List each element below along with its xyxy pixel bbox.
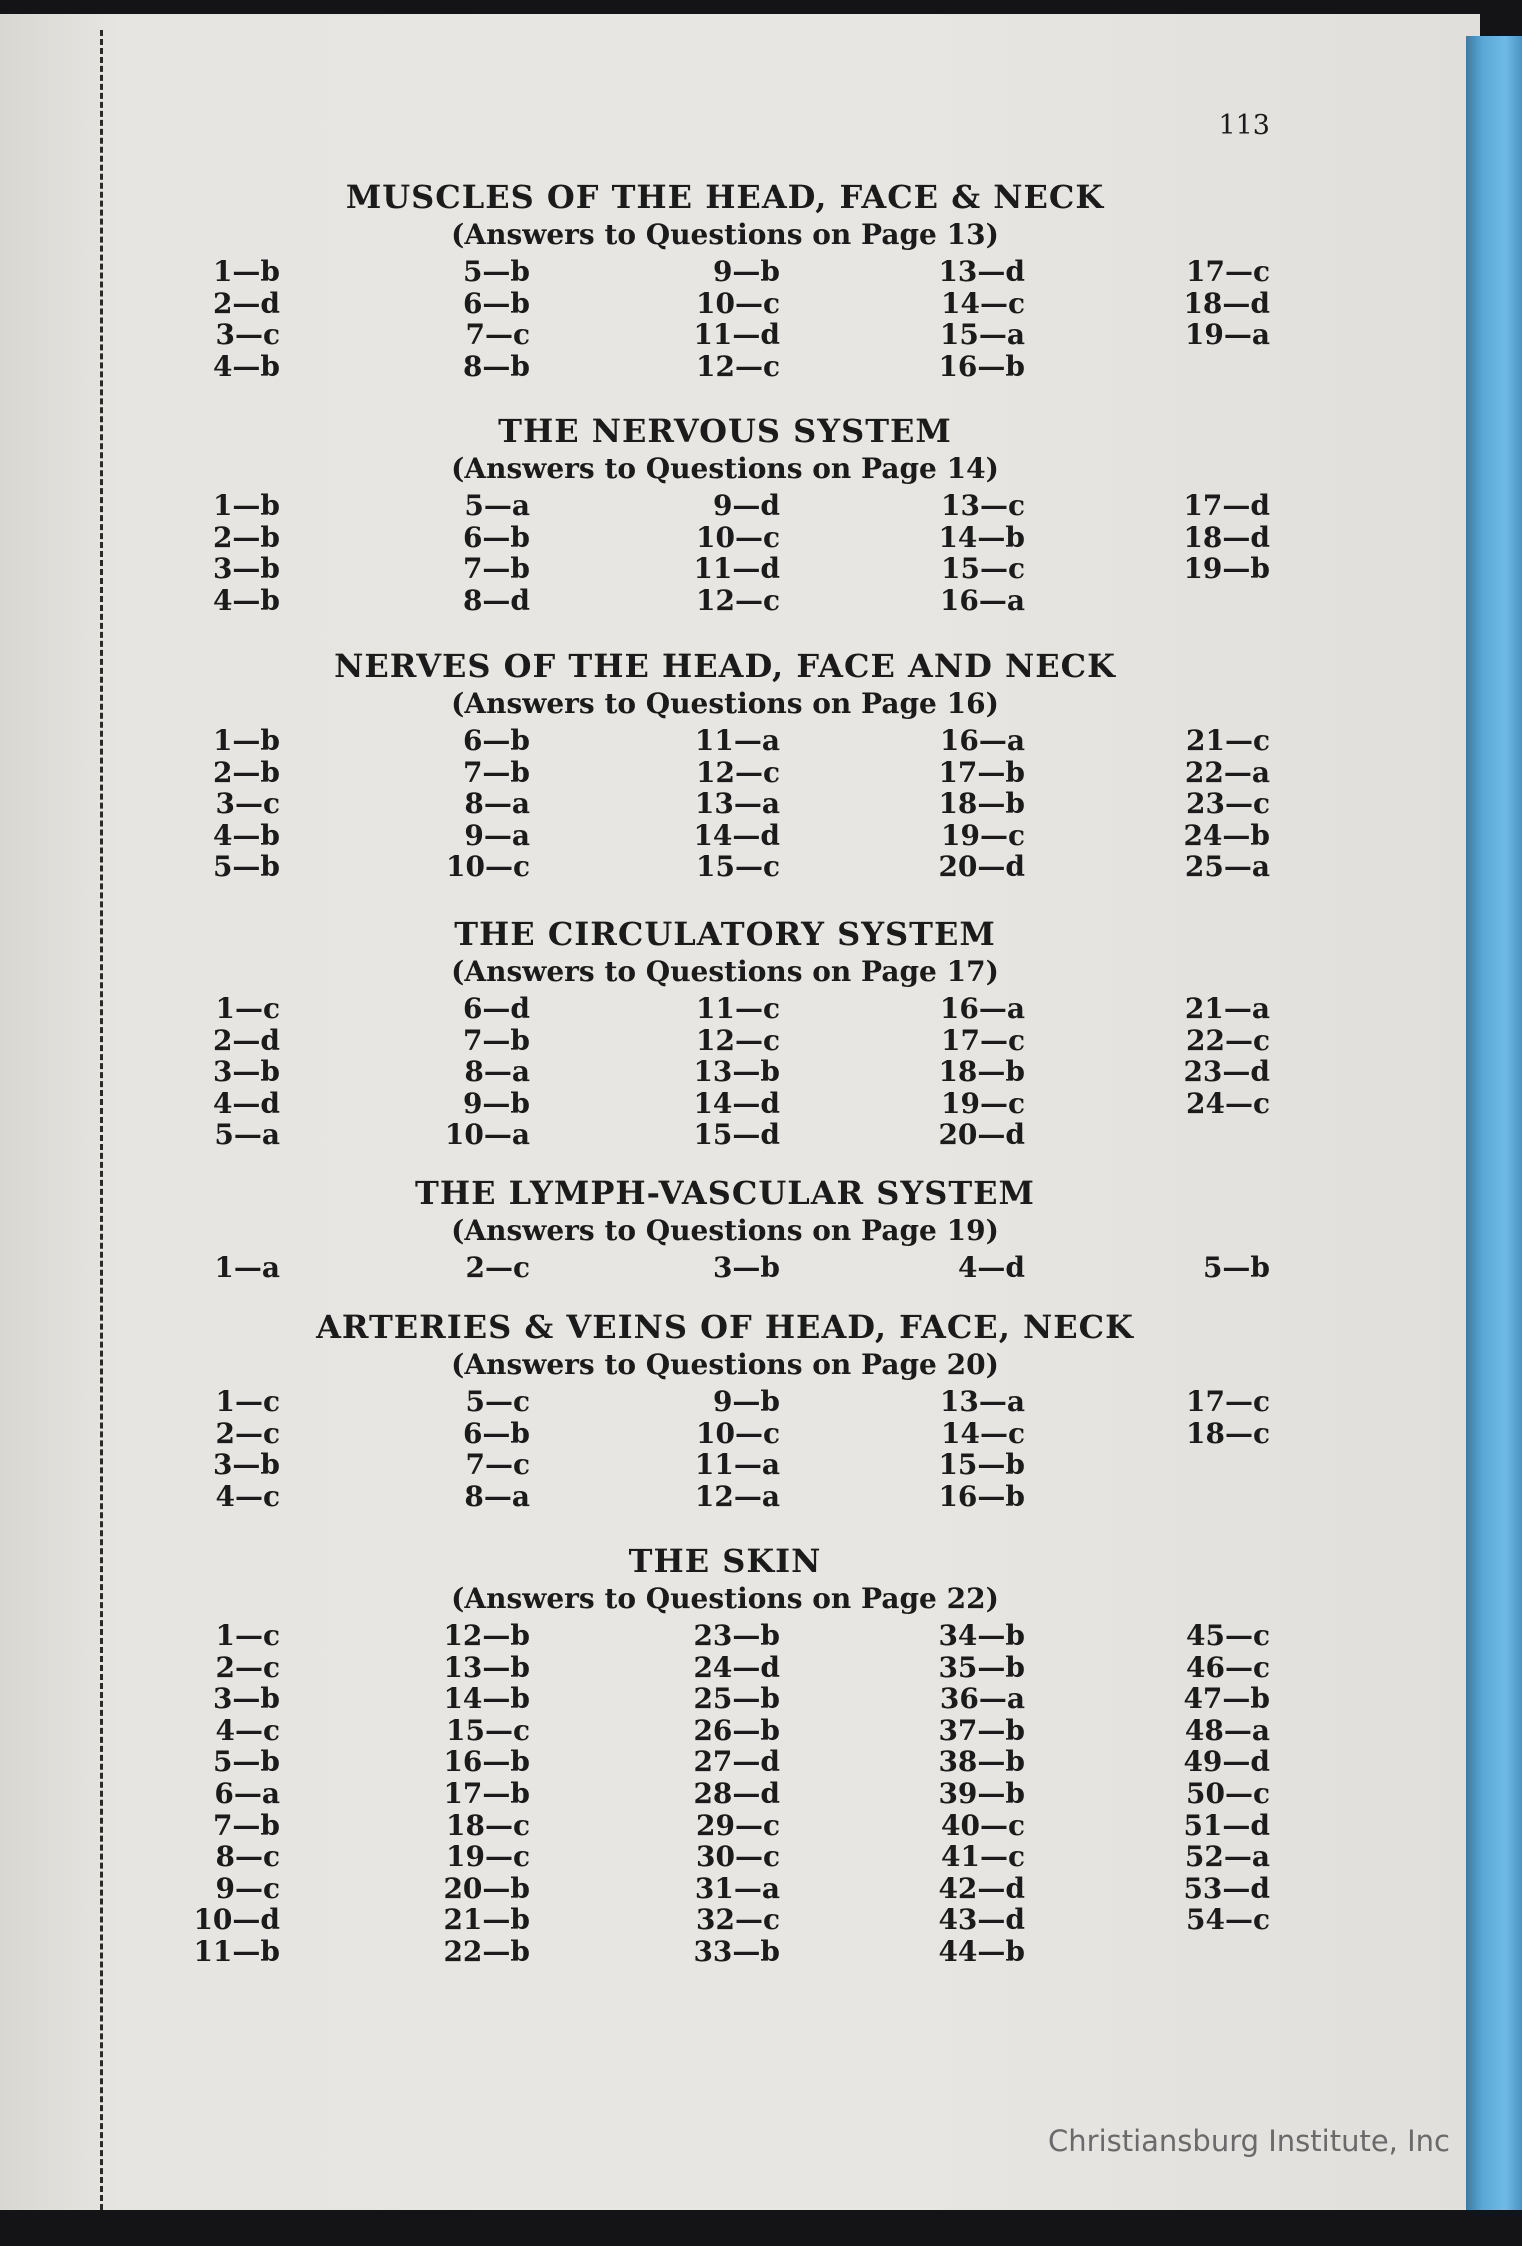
answer-item: 15—d (693, 1118, 780, 1152)
section-subtitle: (Answers to Questions on Page 19) (451, 1214, 999, 1247)
answer-item: 11—d (693, 552, 780, 586)
answer-item: 4—b (212, 818, 280, 852)
answer-item: 15—c (940, 552, 1025, 586)
answer-column (670, 1386, 780, 1512)
answer-item: 8—b (462, 349, 530, 383)
answer-column (1160, 1252, 1270, 1284)
answer-item: 49—d (1183, 1745, 1270, 1779)
answer-item: 3—c (215, 318, 280, 352)
blue-cover-edge (1466, 36, 1522, 2210)
answer-item: 12—c (695, 755, 780, 789)
answer-column (915, 256, 1025, 382)
answer-item: 8—a (464, 1479, 530, 1513)
answer-item: 10—c (695, 520, 780, 554)
answer-item: 3—b (212, 1055, 280, 1089)
answer-column (1160, 1386, 1270, 1449)
answer-column (915, 993, 1025, 1151)
section-title: THE LYMPH-VASCULAR SYSTEM (415, 1174, 1035, 1212)
answer-item: 21—c (1185, 724, 1270, 757)
answer-item: 17—c (1185, 255, 1270, 288)
answer-item: 18—b (938, 1055, 1025, 1089)
answer-item: 12—a (694, 1479, 780, 1513)
answer-item: 8—a (464, 787, 530, 821)
answer-item: 18—c (1185, 1416, 1270, 1450)
answer-item: 5—a (214, 1118, 280, 1152)
answer-item: 50—c (1185, 1776, 1270, 1810)
answer-item: 44—b (938, 1934, 1025, 1968)
answer-item: 1—b (212, 724, 280, 757)
answer-item: 15—b (938, 1448, 1025, 1482)
answer-column (170, 993, 280, 1151)
answer-item: 5—b (462, 255, 530, 288)
answer-item: 18—d (1183, 286, 1270, 320)
answer-item: 47—b (1183, 1682, 1270, 1716)
answer-item: 20—d (938, 1118, 1025, 1152)
answer-item: 48—a (1184, 1713, 1270, 1747)
answer-item: 19—c (940, 818, 1025, 852)
answer-column (670, 1252, 780, 1284)
section-title: ARTERIES & VEINS OF HEAD, FACE, NECK (316, 1308, 1134, 1346)
answer-item: 7—b (462, 755, 530, 789)
answer-item: 2—d (212, 1023, 280, 1057)
section-title: THE CIRCULATORY SYSTEM (454, 915, 996, 953)
answer-column (670, 993, 780, 1151)
answer-item: 26—b (693, 1713, 780, 1747)
answer-item: 5—c (465, 1385, 530, 1418)
section-subtitle: (Answers to Questions on Page 22) (451, 1582, 999, 1615)
answer-item: 4—c (215, 1479, 280, 1513)
answer-item: 36—a (939, 1682, 1025, 1716)
answer-item: 1—b (212, 489, 280, 522)
answer-item: 7—c (465, 1448, 530, 1482)
answer-item: 28—d (693, 1776, 780, 1810)
answer-item: 41—c (940, 1840, 1025, 1874)
answer-column (1160, 993, 1270, 1119)
answer-item: 4—d (212, 1086, 280, 1120)
answer-item: 3—b (712, 1251, 780, 1284)
answer-item: 14—d (693, 818, 780, 852)
answer-item: 2—b (212, 755, 280, 789)
answer-item: 16—a (939, 583, 1025, 617)
answer-item: 5—b (212, 1745, 280, 1779)
answer-item: 17—b (443, 1776, 530, 1810)
answer-item: 25—b (693, 1682, 780, 1716)
answer-item: 42—d (938, 1871, 1025, 1905)
answer-item: 11—b (193, 1934, 280, 1968)
answer-item: 6—b (462, 1416, 530, 1450)
answer-item: 32—c (695, 1903, 780, 1937)
answer-item: 3—c (215, 787, 280, 821)
answer-item: 18—b (938, 787, 1025, 821)
answer-column (420, 993, 530, 1151)
answer-item: 23—d (1183, 1055, 1270, 1089)
answer-item: 8—a (464, 1055, 530, 1089)
section-subtitle: (Answers to Questions on Page 13) (451, 218, 999, 251)
answer-item: 19—b (1183, 552, 1270, 586)
answer-item: 19—c (940, 1086, 1025, 1120)
answer-column (915, 1386, 1025, 1512)
answer-item: 24—b (1183, 818, 1270, 852)
answer-item: 11—a (694, 724, 780, 757)
answer-item: 8—d (462, 583, 530, 617)
answer-item: 22—c (1185, 1023, 1270, 1057)
section-title: NERVES OF THE HEAD, FACE AND NECK (334, 647, 1116, 685)
answer-item: 16—b (443, 1745, 530, 1779)
answer-item: 19—c (445, 1840, 530, 1874)
answer-item: 14—b (938, 520, 1025, 554)
section-subtitle: (Answers to Questions on Page 20) (451, 1348, 999, 1381)
answer-item: 19—a (1184, 318, 1270, 352)
section-subtitle: (Answers to Questions on Page 14) (451, 452, 999, 485)
answer-item: 40—c (940, 1808, 1025, 1842)
answer-item: 21—a (1184, 992, 1270, 1025)
answer-item: 24—c (1185, 1086, 1270, 1120)
answer-item: 16—a (939, 992, 1025, 1025)
answer-item: 16—a (939, 724, 1025, 757)
answer-item: 13—b (693, 1055, 780, 1089)
section-subtitle: (Answers to Questions on Page 16) (451, 687, 999, 720)
answer-item: 6—b (462, 724, 530, 757)
answer-item: 4—b (212, 583, 280, 617)
answer-item: 4—b (212, 349, 280, 383)
answer-column (1160, 256, 1270, 351)
answer-item: 15—c (445, 1713, 530, 1747)
answer-item: 6—a (214, 1776, 280, 1810)
answer-column (670, 490, 780, 616)
answer-item: 7—b (462, 1023, 530, 1057)
answer-item: 13—a (939, 1385, 1025, 1418)
answer-column (170, 256, 280, 382)
answer-column (170, 1386, 280, 1512)
answer-item: 1—c (215, 1619, 280, 1652)
answer-item: 15—a (939, 318, 1025, 352)
answer-item: 9—b (462, 1086, 530, 1120)
answer-column (170, 1620, 280, 1968)
answer-column (1160, 1620, 1270, 1936)
answer-item: 13—b (443, 1650, 530, 1684)
answer-item: 7—b (462, 552, 530, 586)
answer-item: 7—b (212, 1808, 280, 1842)
answer-item: 12—b (443, 1619, 530, 1652)
answer-item: 35—b (938, 1650, 1025, 1684)
answer-column (915, 725, 1025, 883)
answer-item: 10—a (444, 1118, 530, 1152)
answer-item: 21—b (443, 1903, 530, 1937)
answer-item: 6—d (462, 992, 530, 1025)
answer-item: 23—c (1185, 787, 1270, 821)
answer-item: 1—a (214, 1251, 280, 1284)
answer-column (170, 725, 280, 883)
section-title: THE NERVOUS SYSTEM (498, 412, 952, 450)
answer-item: 6—b (462, 286, 530, 320)
watermark: Christiansburg Institute, Inc (1048, 2124, 1450, 2158)
answer-item: 17—b (938, 755, 1025, 789)
answer-item: 2—c (215, 1650, 280, 1684)
answer-item: 1—c (215, 1385, 280, 1418)
answer-item: 11—c (695, 992, 780, 1025)
answer-item: 45—c (1185, 1619, 1270, 1652)
answer-column (1160, 490, 1270, 585)
answer-item: 34—b (938, 1619, 1025, 1652)
answer-item: 8—c (215, 1840, 280, 1874)
answer-item: 27—d (693, 1745, 780, 1779)
answer-item: 3—b (212, 1448, 280, 1482)
answer-item: 54—c (1185, 1903, 1270, 1937)
answer-column (420, 490, 530, 616)
answer-item: 7—c (465, 318, 530, 352)
section-subtitle: (Answers to Questions on Page 17) (451, 955, 999, 988)
perforation-line (100, 30, 103, 2210)
answer-item: 14—c (940, 286, 1025, 320)
answer-item: 5—b (212, 850, 280, 884)
answer-item: 22—b (443, 1934, 530, 1968)
answer-item: 11—d (693, 318, 780, 352)
answer-item: 13—a (694, 787, 780, 821)
answer-column (915, 1620, 1025, 1968)
section-title: MUSCLES OF THE HEAD, FACE & NECK (345, 178, 1105, 216)
answer-item: 10—c (445, 850, 530, 884)
answer-item: 14—c (940, 1416, 1025, 1450)
answer-item: 46—c (1185, 1650, 1270, 1684)
answer-item: 13—d (938, 255, 1025, 288)
answer-item: 9—c (215, 1871, 280, 1905)
answer-item: 9—b (712, 1385, 780, 1418)
answer-column (915, 490, 1025, 616)
answer-item: 1—b (212, 255, 280, 288)
answer-column (420, 1252, 530, 1284)
answer-column (420, 725, 530, 883)
answer-item: 10—c (695, 1416, 780, 1450)
page-number: 113 (1218, 110, 1270, 141)
answer-column (170, 490, 280, 616)
answer-item: 16—b (938, 1479, 1025, 1513)
answer-item: 37—b (938, 1713, 1025, 1747)
answer-item: 4—c (215, 1713, 280, 1747)
answer-item: 12—c (695, 583, 780, 617)
answer-item: 18—d (1183, 520, 1270, 554)
answer-item: 30—c (695, 1840, 780, 1874)
answer-item: 17—d (1183, 489, 1270, 522)
answer-item: 17—c (1185, 1385, 1270, 1418)
answer-item: 16—b (938, 349, 1025, 383)
answer-item: 11—a (694, 1448, 780, 1482)
answer-item: 2—b (212, 520, 280, 554)
answer-item: 20—b (443, 1871, 530, 1905)
answer-item: 9—d (712, 489, 780, 522)
answer-item: 25—a (1184, 850, 1270, 884)
answer-item: 53—d (1183, 1871, 1270, 1905)
answer-item: 2—c (215, 1416, 280, 1450)
answer-item: 9—b (712, 255, 780, 288)
answer-item: 18—c (445, 1808, 530, 1842)
answer-item: 3—b (212, 552, 280, 586)
answer-column (170, 1252, 280, 1284)
answer-item: 24—d (693, 1650, 780, 1684)
answer-item: 20—d (938, 850, 1025, 884)
answer-item: 10—d (193, 1903, 280, 1937)
answer-item: 13—c (940, 489, 1025, 522)
answer-item: 6—b (462, 520, 530, 554)
answer-item: 31—a (694, 1871, 780, 1905)
answer-item: 10—c (695, 286, 780, 320)
answer-item: 2—c (465, 1251, 530, 1284)
answer-item: 39—b (938, 1776, 1025, 1810)
answer-item: 1—c (215, 992, 280, 1025)
answer-item: 9—a (464, 818, 530, 852)
answer-item: 12—c (695, 1023, 780, 1057)
answer-item: 23—b (693, 1619, 780, 1652)
answer-item: 5—b (1202, 1251, 1270, 1284)
answer-item: 4—d (957, 1251, 1025, 1284)
answer-item: 3—b (212, 1682, 280, 1716)
answer-item: 12—c (695, 349, 780, 383)
answer-item: 22—a (1184, 755, 1270, 789)
answer-item: 43—d (938, 1903, 1025, 1937)
answer-column (420, 1620, 530, 1968)
answer-column (670, 256, 780, 382)
answer-item: 14—b (443, 1682, 530, 1716)
answer-item: 5—a (464, 489, 530, 522)
answer-item: 14—d (693, 1086, 780, 1120)
answer-column (1160, 725, 1270, 883)
answer-item: 52—a (1184, 1840, 1270, 1874)
answer-column (670, 725, 780, 883)
section-title: THE SKIN (628, 1542, 822, 1580)
answer-item: 17—c (940, 1023, 1025, 1057)
answer-column (670, 1620, 780, 1968)
answer-column (420, 1386, 530, 1512)
answer-item: 29—c (695, 1808, 780, 1842)
answer-column (420, 256, 530, 382)
answer-item: 38—b (938, 1745, 1025, 1779)
answer-item: 51—d (1183, 1808, 1270, 1842)
answer-item: 33—b (693, 1934, 780, 1968)
answer-column (915, 1252, 1025, 1284)
answer-item: 2—d (212, 286, 280, 320)
answer-item: 15—c (695, 850, 780, 884)
